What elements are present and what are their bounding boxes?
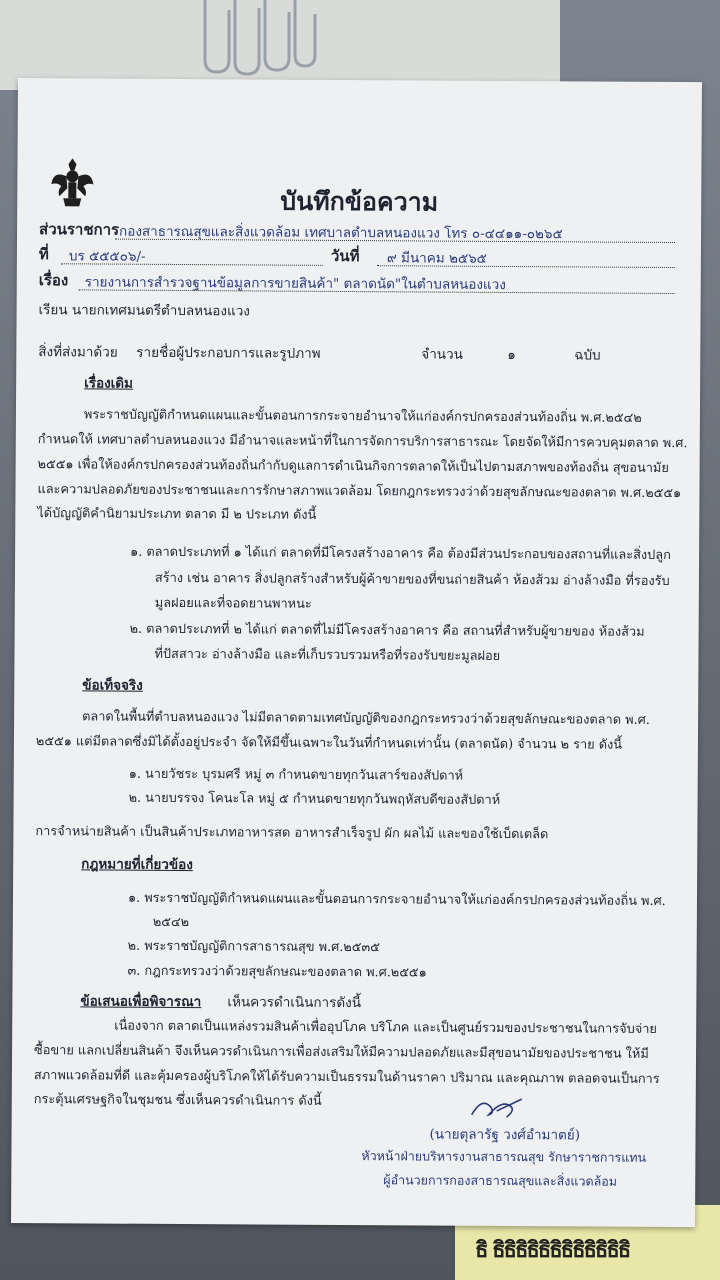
background-line: ได้บัญญัติคำนิยามประเภท ตลาด มี ๒ ประเภท ดังนี้ — [37, 506, 317, 523]
background-item: ๑. ตลาดประเภทที่ ๑ ได้แก่ ตลาดที่มีโครงสร้างอาคาร คือ ต้องมีส่วนประกอบของสถานที่และสิ่งปลูก — [130, 544, 671, 563]
enclosure-value: รายชื่อผู้ประกอบการและรูปภาพ — [136, 344, 321, 362]
proposal-line: ซื้อขาย แลกเปลี่ยนสินค้า จึงเห็นควรดำเนินการเพื่อส่งเสริมให้มีความปลอดภัยและมีสุขอนามัยของประชาชน ให้มี — [34, 1043, 649, 1062]
proposal-line: กระตุ้นเศรษฐกิจในชุมชน ซึ่งเห็นควรดำเนินการ ดังนี้ — [33, 1092, 322, 1109]
paper-clips — [185, 0, 325, 78]
background-line: กำหนดให้ เทศบาลตำบลหนองแวง มีอำนาจและหน้าที่ในการจัดการบริการสาธารณะ โดยจัดให้มีการควบคุมตลาด พ.ศ. — [37, 432, 688, 452]
signature-name: (นายตุลารัฐ วงศ์อำมาตย์) — [429, 1126, 581, 1144]
garuda-emblem-icon — [49, 156, 95, 208]
facts-line: ๒๕๕๑ แต่มีตลาดซึ่งมิได้ตั้งอยู่ประจำ จัดให้มีขึ้นเฉพาะในวันที่กำหนดเท่านั้น (ตลาดนัด) จำนวน ๒ ราย ดังนี้ — [35, 734, 623, 753]
handwritten-signature — [467, 1093, 527, 1123]
laws-heading: กฎหมายที่เกี่ยวข้อง — [81, 856, 193, 874]
background-heading: เรื่องเดิม — [84, 375, 134, 392]
proposal-heading: ข้อเสนอเพื่อพิจารณา — [80, 993, 202, 1011]
sticky-note-text: ธิ ธิธิธิธิธิธิธิธิธิธิธิธิ — [475, 1237, 630, 1263]
signature-position: หัวหน้าฝ่ายบริหารงานสาธารณสุข รักษาราชการแทน — [361, 1148, 647, 1165]
proposal-line: เนื่องจาก ตลาดเป็นแหล่งรวมสินค้าเพื่ออุปโภค บริโภค และเป็นศูนย์รวมของประชาชนในการจับจ่าย — [114, 1018, 657, 1037]
enclosure-count-label: จำนวน — [421, 346, 463, 363]
background-item: สร้าง เช่น อาคาร สิ่งปลูกสร้างสำหรับผู้ค้าขายของที่ขนถ่ายสินค้า ห้องส้วม อ่างล้างมือ ที่รองรับ — [154, 570, 670, 589]
laws-item: ๒. พระราชบัญญัติการสาธารณสุข พ.ศ.๒๕๓๕ — [127, 938, 380, 956]
facts-item: ๑. นายวัชระ บุรมศรี หมู่ ๓ กำหนดขายทุกวันเสาร์ของสัปดาห์ — [128, 766, 464, 784]
background-line: ๒๕๕๑ เพื่อให้องค์กรปกครองส่วนท้องถิ่นกำกับดูแลการดำเนินกิจการตลาดให้เป็นไปตามสภาพของท้องถิ่น สุขอนามัย — [37, 457, 669, 476]
date-label: วันที่ — [330, 246, 360, 266]
enclosure-count: ๑ — [507, 346, 516, 364]
facts-item: ๒. นายบรรจง โคนะโล หมู่ ๕ กำหนดขายทุกวันพฤหัสบดีของสัปดาห์ — [128, 790, 501, 808]
proposal-line: สภาพแวดล้อมที่ดี และคุ้มครองผู้บริโภคให้ได้รับความเป็นธรรมในด้านราคา ปริมาณ และคุณภาพ ตลอดจนเป็นการ — [33, 1068, 660, 1087]
no-value: บร ๕๕๕๐๖/- — [68, 248, 146, 265]
memo-paper — [11, 78, 702, 1227]
date-value: ๙ มีนาคม ๒๕๖๕ — [386, 250, 487, 267]
subject-label: เรื่อง — [38, 271, 69, 290]
laws-item: ๑. พระราชบัญญัติกำหนดแผนและขั้นตอนการกระจายอำนาจให้แก่องค์กรปกครองส่วนท้องถิ่น พ.ศ. — [127, 890, 666, 909]
laws-item: ๒๕๔๒ — [152, 914, 190, 931]
enclosure-label: สิ่งที่ส่งมาด้วย — [38, 344, 118, 361]
subject-value: รายงานการสำรวจฐานข้อมูลการขายสินค้า" ตลาดนัด"ในตำบลหนองแวง — [84, 274, 506, 293]
facts-goods: การจำหน่ายสินค้า เป็นสินค้าประเภทอาหารสด อาหารสำเร็จรูป ผัก ผลไม้ และของใช้เบ็ดเตล็ด — [35, 824, 549, 843]
background-item: มูลฝอยและที่จอดยานพาหนะ — [154, 595, 312, 612]
to-line: เรียน นายกเทศมนตรีตำบลหนองแวง — [38, 302, 250, 320]
proposal-heading-tail: เห็นควรดำเนินการดังนี้ — [227, 994, 362, 1012]
facts-line: ตลาดในพื้นที่ตำบลหนองแวง ไม่มีตลาดตามเทศบัญญัติของกฎกระทรวงว่าด้วยสุขลักษณะของตลาด พ.ศ. — [82, 709, 650, 728]
dept-value: กองสาธารณสุขและสิ่งแวดล้อม เทศบาลตำบลหนองแวง โทร ๐-๔๔๑๑-๐๒๖๕ — [119, 223, 563, 243]
signature-position: ผู้อำนวยการกองสาธารณสุขและสิ่งแวดล้อม — [383, 1172, 618, 1189]
facts-heading: ข้อเท็จจริง — [82, 677, 143, 694]
no-label: ที่ — [38, 245, 49, 264]
background-line: และความปลอดภัยของประชาชนและการรักษาสภาพแวดล้อม โดยกฎกระทรวงว่าด้วยสุขลักษณะของตลาด พ.ศ.๒๕๕๑ — [37, 482, 682, 502]
enclosure-unit: ฉบับ — [574, 347, 601, 364]
background-item: ที่ปัสสาวะ อ่างล้างมือ และที่เก็บรวบรวมหรือที่รองรับขยะมูลฝอย — [154, 646, 501, 664]
background-line: พระราชบัญญัติกำหนดแผนและขั้นตอนการกระจายอำนาจให้แก่องค์กรปกครองส่วนท้องถิ่น พ.ศ.๒๕๔๒ — [83, 407, 642, 426]
background-item: ๒. ตลาดประเภทที่ ๒ ได้แก่ ตลาดที่ไม่มีโครงสร้างอาคาร คือ สถานที่สำหรับผู้ขายของ ห้องส้วม — [129, 621, 645, 640]
memo-title: บันทึกข้อความ — [280, 186, 439, 217]
dept-label: ส่วนราชการ — [39, 220, 120, 239]
laws-item: ๓. กฎกระทรวงว่าด้วยสุขลักษณะของตลาด พ.ศ.๒๕๕๑ — [127, 963, 427, 981]
